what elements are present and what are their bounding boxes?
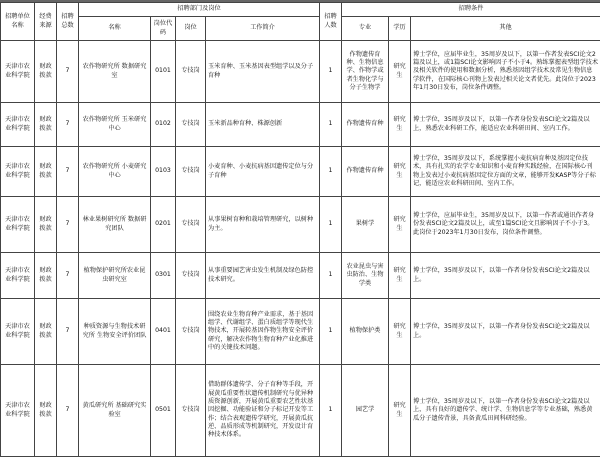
cell-education: 研究生 (389, 253, 411, 299)
cell-post-code: 0103 (151, 147, 176, 197)
cell-count: 1 (320, 103, 342, 147)
table-row (1, 365, 600, 457)
cell-count: 1 (320, 253, 342, 299)
cell-education: 研究生 (389, 103, 411, 147)
cell-post-code: 0101 (151, 41, 176, 103)
cell-dept-name: 农作物研究所 玉米研究中心 (79, 103, 151, 147)
cell-work-intro: 小麦育种、小麦抗病基因遗传定位与分子育种 (206, 147, 320, 197)
cell-post-code: 0102 (151, 103, 176, 147)
cell-count: 1 (320, 197, 342, 253)
header-major: 专业 (342, 17, 389, 41)
cell-dept-name: 种质资源与生物技术研究所 生物安全评价团队 (79, 299, 151, 365)
cell-post: 专技岗 (176, 41, 206, 103)
cell-post: 专技岗 (176, 147, 206, 197)
cell-fund: 财政拨款 (35, 299, 57, 365)
cell-quota: 7 (57, 147, 79, 197)
cell-post: 专技岗 (176, 365, 206, 457)
cell-work-intro: 玉米育种、玉米基因表型组学以及分子育种 (206, 41, 320, 103)
cell-work-intro: 从事重要园艺害虫发生机制及绿色防控技术研究。 (206, 253, 320, 299)
table-row (1, 197, 600, 253)
header-education: 学历 (389, 17, 411, 41)
cell-dept-name: 黄瓜研究所 基础研究实验室 (79, 365, 151, 457)
cell-quota: 7 (57, 103, 79, 147)
cell-major: 农业昆虫与害虫防治、生物学类 (342, 253, 389, 299)
cell-post: 专技岗 (176, 197, 206, 253)
cell-fund: 财政拨款 (35, 253, 57, 299)
cell-work-intro: 借助群体遗传学、分子育种等手段，开展黄瓜重要性状遗传机制研究与优异种质资源创新，开展黄瓜重要农艺性状基因挖掘、功能验证和分子标记开发等工作；结合表观遗传学研究，开展黄瓜抗逆、品质形成等机制研究，开发设计育种技术体系。 (206, 365, 320, 457)
header-unit-name: 招聘单位名称 (1, 3, 35, 41)
table-row (1, 147, 600, 197)
cell-count: 1 (320, 147, 342, 197)
table-row (1, 253, 600, 299)
cell-post-code: 0201 (151, 197, 176, 253)
cell-post: 专技岗 (176, 253, 206, 299)
cell-post-code: 0301 (151, 253, 176, 299)
cell-unit: 天津市农业科学院 (1, 365, 35, 457)
cell-post-code: 0401 (151, 299, 176, 365)
cell-other: 博士学位，35周岁及以下，以第一作者身份发表SCI论文2篇及以上。 (411, 253, 600, 299)
header-requirements-group: 招聘条件 (342, 3, 600, 17)
cell-dept-name: 林业果树研究所 数据研究团队 (79, 197, 151, 253)
cell-post: 专技岗 (176, 299, 206, 365)
cell-post: 专技岗 (176, 103, 206, 147)
table-row (1, 103, 600, 147)
header-work-intro: 工作简介 (206, 17, 320, 41)
cell-dept-name: 农作物研究所 数据研究室 (79, 41, 151, 103)
cell-post-code: 0501 (151, 365, 176, 457)
cell-education: 研究生 (389, 299, 411, 365)
cell-major: 作物遗传育种 (342, 147, 389, 197)
header-post-code: 岗位代码 (151, 17, 176, 41)
cell-unit: 天津市农业科学院 (1, 197, 35, 253)
cell-other: 博士学位，35周岁及以下，以第一作者身份发表SCI论文2篇及以上。 (411, 299, 600, 365)
header-name: 名称 (79, 17, 151, 41)
cell-quota: 7 (57, 365, 79, 457)
cell-quota: 7 (57, 41, 79, 103)
cell-major: 园艺学 (342, 365, 389, 457)
cell-education: 研究生 (389, 365, 411, 457)
cell-count: 1 (320, 299, 342, 365)
cell-dept-name: 植物保护研究所农业昆虫研究室 (79, 253, 151, 299)
header-quota: 招聘总数 (57, 3, 79, 41)
header-row-2 (1, 17, 600, 41)
header-hire-count: 招聘人数 (320, 3, 342, 41)
cell-other: 博士学位，35周岁及以下，系统掌握小麦抗病育种及基因定位技术，具有扎实的农学专业知识和小麦育种实践经验，在国际核心刊物上发表过小麦抗病基因定位方面的文章，能够开发KASP等分子标记，能适应农业科研田间、室内工作。 (411, 147, 600, 197)
cell-unit: 天津市农业科学院 (1, 103, 35, 147)
cell-major: 作物遗传育种、生物信息学、作物学或者生物化学与分子生物学 (342, 41, 389, 103)
cell-education: 研究生 (389, 147, 411, 197)
header-other: 其他 (411, 17, 600, 41)
cell-quota: 7 (57, 253, 79, 299)
cell-other: 博士学位，应届毕业生，35周岁及以下，以第一作者或通讯作者身份发表SCI论文2篇及以上，或至1篇SCI论文且影响因子不小于3。此岗位于2023年1月30日发布，岗位条件调整。 (411, 197, 600, 253)
cell-major: 果树学 (342, 197, 389, 253)
cell-other: 博士学位，35周岁及以下，以第一作者身份发表SCI论文2篇及以上，具有良好的遗传学、统计学、生物信息学等专业基础，熟悉黄瓜分子遗传背景，具备黄瓜田间科研经验。 (411, 365, 600, 457)
cell-quota: 7 (57, 299, 79, 365)
cell-fund: 财政拨款 (35, 365, 57, 457)
cell-fund: 财政拨款 (35, 197, 57, 253)
cell-unit: 天津市农业科学院 (1, 253, 35, 299)
cell-unit: 天津市农业科学院 (1, 147, 35, 197)
cell-count: 1 (320, 41, 342, 103)
recruitment-table (0, 2, 600, 457)
cell-unit: 天津市农业科学院 (1, 299, 35, 365)
header-row-1 (1, 3, 600, 17)
cell-major: 植物保护类 (342, 299, 389, 365)
header-fund-source: 经费来源 (35, 3, 57, 41)
cell-other: 博士学位，应届毕业生，35周岁及以下，以第一作者发表SCI论文2篇及以上，或1篇SCI论文影响因子不小于4。熟练掌握表型组学技术及相关软件的使用和数据分析，熟悉基因组学技术及常见生物信息学软件，在国际核心刊物上发表过相关论文者优先。此岗位于2023年1月30日发布，岗位条件调整。 (411, 41, 600, 103)
cell-education: 研究生 (389, 41, 411, 103)
header-dept-group: 招聘部门及岗位 (79, 3, 320, 17)
cell-dept-name: 农作物研究所 小麦研究中心 (79, 147, 151, 197)
cell-work-intro: 玉米新品种育种、株源创新 (206, 103, 320, 147)
header-post: 岗位 (176, 17, 206, 41)
cell-fund: 财政拨款 (35, 147, 57, 197)
cell-work-intro: 围绕农业生物育种产业需求，基于基因组学、代谢组学、蛋白质组学等现代生物技术，开展转基因作物生物安全评价研究，解决农作物生物育种产业化推进中的关键技术问题。 (206, 299, 320, 365)
cell-education: 研究生 (389, 197, 411, 253)
cell-fund: 财政拨款 (35, 103, 57, 147)
table-row (1, 41, 600, 103)
cell-unit: 天津市农业科学院 (1, 41, 35, 103)
cell-other: 博士学位，35周岁及以下，以第一作者身份发表SCI论文2篇及以上，熟悉农业科研工作，能适应农业科研田间、室内工作。 (411, 103, 600, 147)
table-row (1, 299, 600, 365)
cell-work-intro: 从事果树育种和栽培管理研究，以树种为主。 (206, 197, 320, 253)
cell-major: 作物遗传育种 (342, 103, 389, 147)
cell-fund: 财政拨款 (35, 41, 57, 103)
cell-quota: 7 (57, 197, 79, 253)
cell-count: 1 (320, 365, 342, 457)
